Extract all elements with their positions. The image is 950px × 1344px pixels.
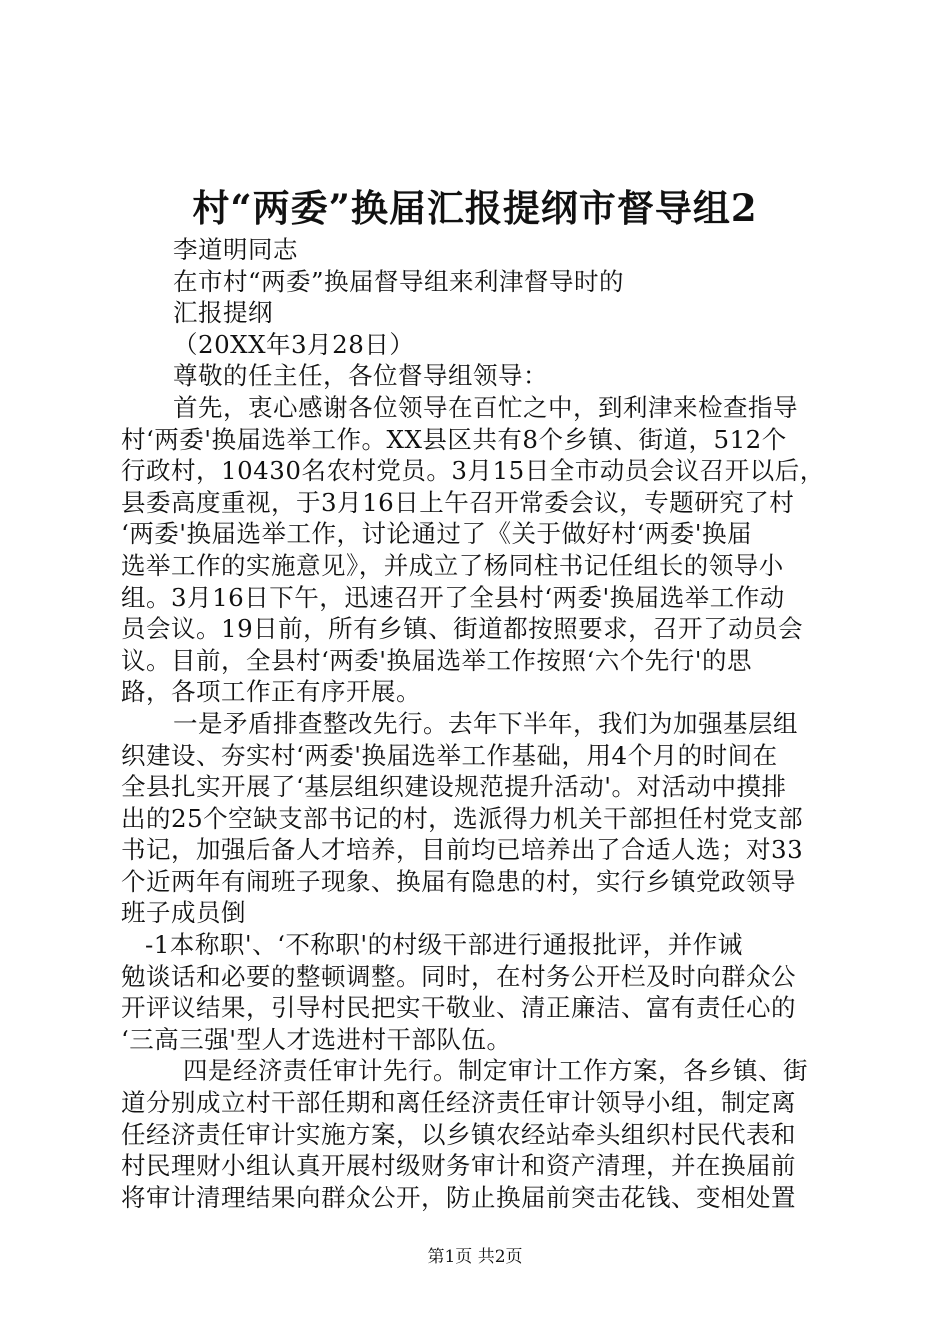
text-line: （20XX年3月28日） (173, 329, 415, 359)
text-line: 在市村“两委”换届督导组来利津督导时的 (173, 266, 625, 296)
text-line: -1本称职'、‘不称职'的村级干部进行通报批评，并作诫 (145, 930, 743, 960)
text-line: 道分别成立村干部任期和离任经济责任审计领导小组，制定离 (121, 1088, 796, 1118)
text-line: 开评议结果，引导村民把实干敬业、清正廉洁、富有责任心的 (121, 993, 796, 1023)
text-line: 员会议。19日前，所有乡镇、街道都按照要求，召开了动员会 (121, 614, 804, 644)
text-line: 组。3月16日下午，迅速召开了全县村‘两委'换届选举工作动 (121, 582, 785, 612)
text-line: 村民理财小组认真开展村级财务审计和资产清理，并在换届前 (121, 1151, 796, 1181)
text-line: 勉谈话和必要的整顿调整。同时，在村务公开栏及时向群众公 (121, 961, 796, 991)
text-line: 首先，衷心感谢各位领导在百忙之中，到利津来检查指导 (173, 392, 798, 422)
text-line: 行政村，10430名农村党员。3月15日全市动员会议召开以后， (121, 456, 825, 486)
document-body (121, 234, 833, 1213)
text-line: ‘两委'换届选举工作，讨论通过了《关于做好村‘两委'换届 (121, 519, 753, 549)
text-line: ‘三高三强'型人才选进村干部队伍。 (121, 1024, 512, 1054)
text-line: 一是矛盾排查整改先行。去年下半年，我们为加强基层组 (173, 708, 798, 738)
text-line: 全县扎实开展了‘基层组织建设规范提升活动'。对活动中摸排 (121, 772, 787, 802)
text-line: 路，各项工作正有序开展。 (121, 677, 421, 707)
page-indicator: 第1页 共2页 (427, 1247, 523, 1267)
text-line: 尊敬的任主任，各位督导组领导： (173, 361, 548, 391)
text-line: 县委高度重视，于3月16日上午召开常委会议，专题研究了村 (121, 487, 795, 517)
text-line: 将审计清理结果向群众公开，防止换届前突击花钱、变相处置 (121, 1182, 796, 1212)
text-line: 汇报提纲 (173, 298, 273, 328)
text-line: 书记，加强后备人才培养，目前均已培养出了合适人选；对33 (121, 835, 804, 865)
text-line: 李道明同志 (173, 235, 298, 264)
text-line: 个近两年有闹班子现象、换届有隐患的村，实行乡镇党政领导 (121, 866, 796, 896)
text-line: 出的25个空缺支部书记的村，选派得力机关干部担任村党支部 (121, 803, 804, 833)
document-title: 村“两委”换届汇报提纲市督导组2 (192, 186, 758, 230)
text-line: 四是经济责任审计先行。制定审计工作方案，各乡镇、街 (183, 1056, 808, 1086)
text-line: 选举工作的实施意见》，并成立了杨同柱书记任组长的领导小 (121, 550, 784, 580)
text-line: 班子成员倒 (121, 898, 246, 928)
text-line: 任经济责任审计实施方案，以乡镇农经站牵头组织村民代表和 (121, 1119, 796, 1149)
text-line: 议。目前，全县村‘两委'换届选举工作按照‘六个先行'的思 (121, 645, 753, 675)
text-line: 村‘两委'换届选举工作。XX县区共有8个乡镇、街道，512个 (121, 424, 787, 454)
text-line: 织建设、夯实村‘两委'换届选举工作基础，用4个月的时间在 (121, 740, 778, 770)
